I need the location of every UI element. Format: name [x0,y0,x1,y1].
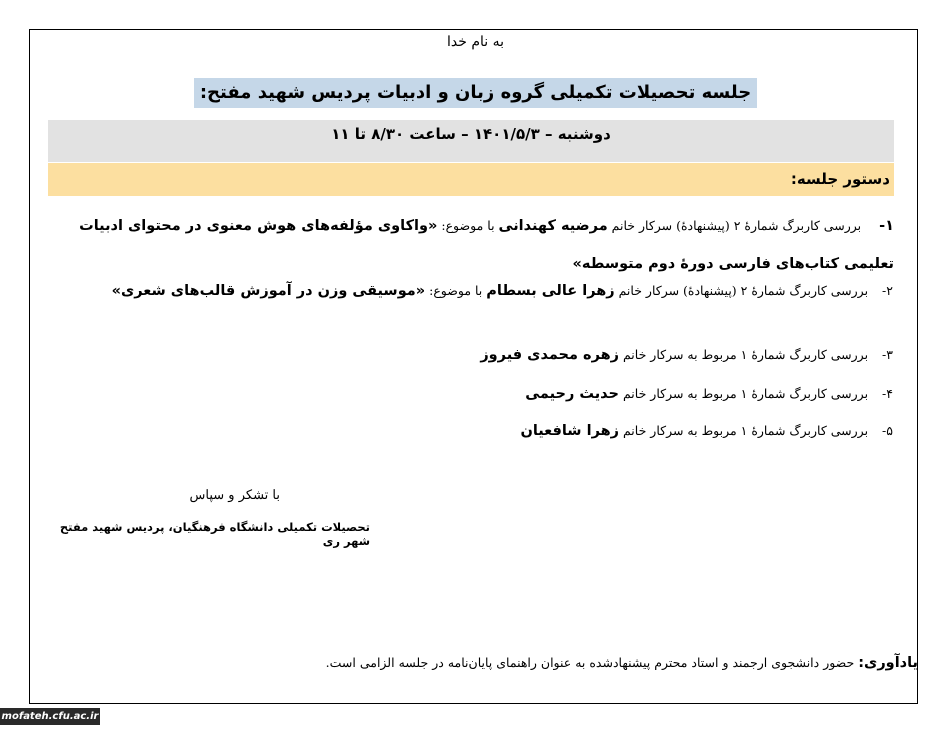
agenda-item-2 [112,280,893,302]
agenda-item-3 [480,344,893,366]
basmala: به نام خدا [446,34,505,50]
item-number: ۳- [882,347,893,362]
item-text: بررسی کاربرگ شمارهٔ ۱ مربوط به سرکار خانم [622,423,869,438]
item-connector: با موضوع: [441,218,495,233]
title-wrap [0,78,951,108]
meeting-title: جلسه تحصیلات تکمیلی گروه زبان و ادبیات پردیس شهید مفتح: [194,78,757,108]
student-name: مرضیه کهندانی [498,218,608,234]
item-number: ۲- [882,283,893,298]
student-name: زهره محمدی فیروز [480,347,619,363]
item-text: بررسی کاربرگ شمارهٔ ۱ مربوط به سرکار خانم [622,347,869,362]
agenda-heading: دستور جلسه: [48,163,894,196]
thanks-text: با تشکر و سپاس [189,488,280,503]
thesis-topic: «موسیقی وزن در آموزش قالب‌های شعری» [111,283,426,299]
student-name: زهرا شافعیان [520,423,619,439]
thesis-topic: «واکاوی مؤلفه‌های هوش معنوی در محتوای ادبیات تعلیمی کتاب‌های فارسی دورهٔ دوم متوسطه» [79,218,894,272]
agenda-item-5 [520,420,893,442]
signature: تحصیلات تکمیلی دانشگاه فرهنگیان، پردیس شهید مفتح شهر ری [59,520,370,548]
reminder-text: حضور دانشجوی ارجمند و استاد محترم پیشنهادشده به عنوان راهنمای پایان‌نامه در جلسه الزامی است. [325,655,855,670]
student-name: حدیث رحیمی [525,386,619,402]
agenda-item-1 [52,207,894,283]
date-line: دوشنبه – ۱۴۰۱/۵/۳ – ساعت ۸/۳۰ تا ۱۱ [48,120,894,162]
reminder [326,652,918,674]
site-watermark: mofateh.cfu.ac.ir [0,708,100,725]
reminder-label: یادآوری: [858,655,918,671]
agenda-item-4 [525,383,893,405]
item-text: بررسی کاربرگ شمارهٔ ۲ (پیشنهادهٔ) سرکار خانم [611,218,862,233]
item-text: بررسی کاربرگ شمارهٔ ۲ (پیشنهادهٔ) سرکار خانم [618,283,869,298]
item-number: ۴- [882,386,893,401]
student-name: زهرا عالی بسطام [486,283,615,299]
item-number: ۵- [882,423,893,438]
item-connector: با موضوع: [429,283,483,298]
item-text: بررسی کاربرگ شمارهٔ ۱ مربوط به سرکار خانم [622,386,869,401]
item-number: ۱- [879,218,894,234]
